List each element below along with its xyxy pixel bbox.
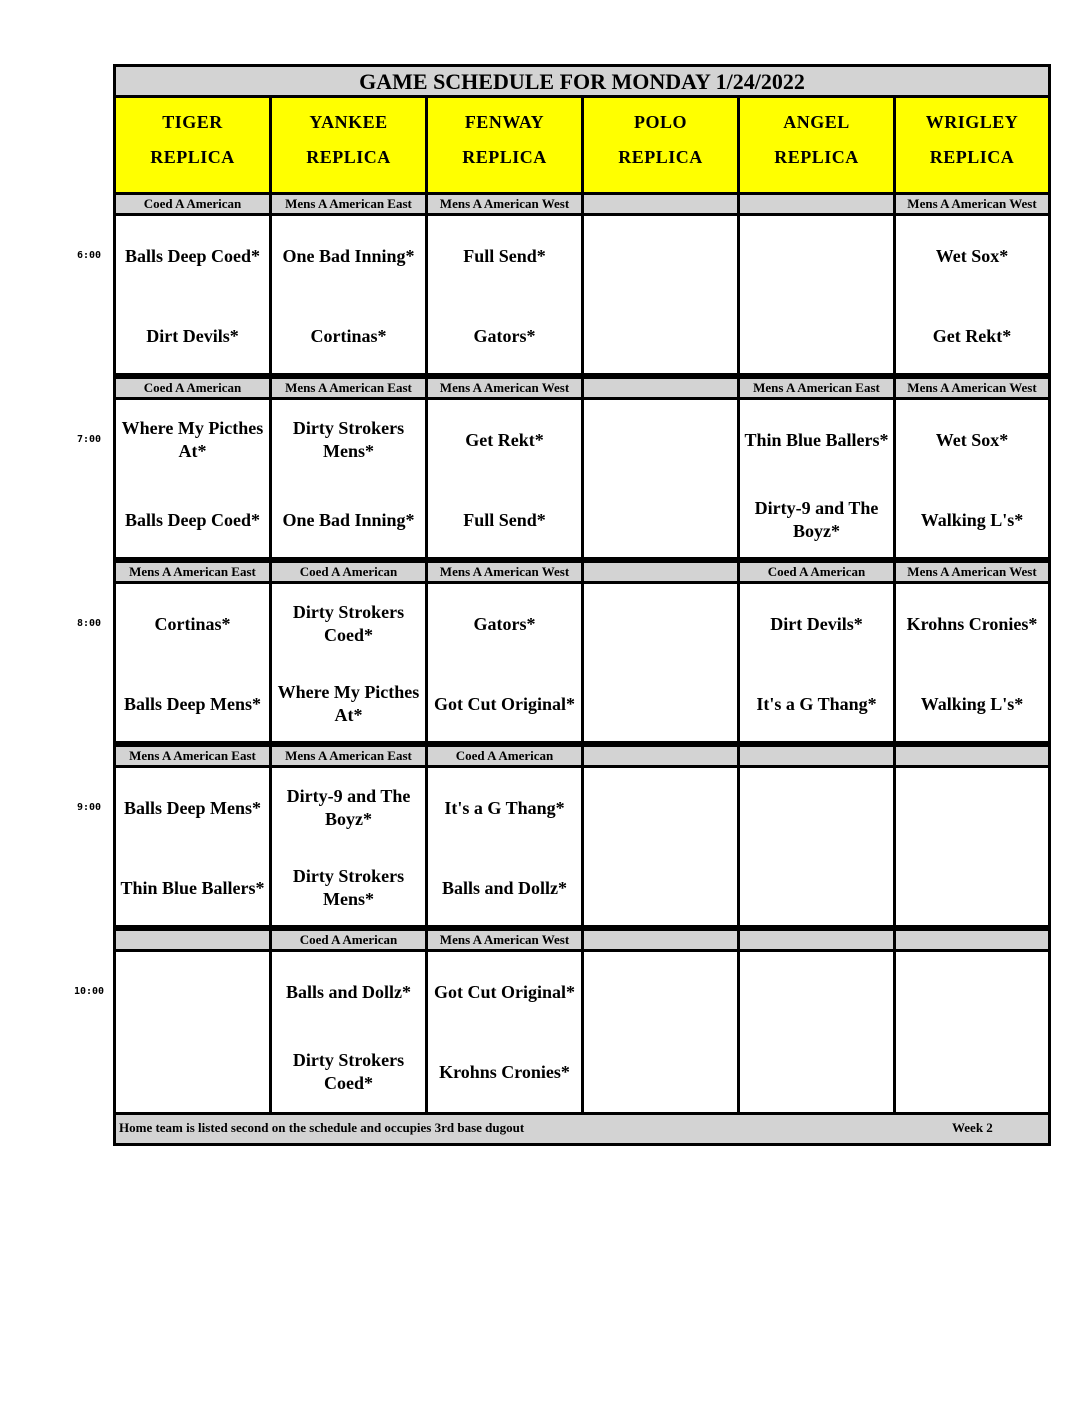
division-label: Mens A American East [272,379,425,397]
away-team: Wet Sox* [935,245,1009,266]
time-label: 9:00 [76,802,102,813]
away-team: Balls Deep Mens* [124,797,261,818]
division-label [896,931,1048,949]
game-cell [896,584,1048,741]
away-team [740,226,893,286]
division-label [740,931,893,949]
game-row [116,400,1048,560]
division-label: Mens A American East [116,563,269,581]
game-cell [272,400,425,557]
game-cell [740,400,893,557]
home-team [584,490,737,550]
field-name: POLO [633,112,687,132]
time-slot [116,744,1048,928]
division-label: Mens A American West [896,195,1048,213]
home-team: Where My Picthes At* [277,682,420,725]
game-cell [740,584,893,741]
division-label: Coed A American [116,195,269,213]
game-cell [584,768,737,925]
away-team: It's a G Thang* [444,797,565,818]
field-name: FENWAY [464,112,545,132]
away-team: Wet Sox* [935,429,1009,450]
game-cell [896,400,1048,557]
home-team: Cortinas* [310,325,387,346]
home-team: Walking L's* [920,693,1024,714]
away-team [116,962,269,1022]
game-row [116,584,1048,744]
time-slot [116,376,1048,560]
away-team: Gators* [473,613,536,634]
division-label [584,563,737,581]
away-team [584,226,737,286]
division-label [584,747,737,765]
game-cell [116,400,269,557]
away-team [740,962,893,1022]
away-team: Cortinas* [154,613,231,634]
game-row [116,768,1048,928]
home-team: Dirt Devils* [146,325,239,346]
time-slot [116,560,1048,744]
field-type: REPLICA [618,147,703,167]
home-team: Full Send* [463,509,546,530]
game-cell [272,952,425,1112]
field-header-wrigley [896,98,1048,192]
field-type: REPLICA [774,147,859,167]
division-label: Mens A American West [428,931,581,949]
schedule-footer [116,1112,1048,1143]
game-cell [584,584,737,741]
home-team [896,858,1048,918]
away-team [584,962,737,1022]
division-label: Coed A American [740,563,893,581]
away-team: Krohns Cronies* [906,613,1038,634]
division-label [584,379,737,397]
home-team: It's a G Thang* [756,693,877,714]
division-label: Coed A American [428,747,581,765]
game-row [116,952,1048,1112]
game-cell [428,768,581,925]
home-team-note: Home team is listed second on the schedule and occupies 3rd base dugout [119,1120,525,1135]
field-header-fenway [428,98,584,192]
home-team [740,306,893,366]
week-label: Week 2 [952,1120,993,1135]
game-cell [428,400,581,557]
away-team [584,410,737,470]
field-name: ANGEL [783,112,850,132]
schedule-table [113,64,1051,1146]
game-cell [740,952,893,1112]
away-team: Where My Picthes At* [121,418,264,461]
away-team: One Bad Inning* [282,245,415,266]
home-team: Got Cut Original* [433,693,575,714]
division-label: Mens A American East [116,747,269,765]
game-cell [428,216,581,373]
division-label [740,195,893,213]
game-cell [896,216,1048,373]
game-cell [116,216,269,373]
division-label: Mens A American West [428,379,581,397]
field-name: TIGER [162,112,223,132]
home-team: Get Rekt* [932,325,1012,346]
home-team [584,306,737,366]
home-team [584,858,737,918]
home-team: One Bad Inning* [282,509,415,530]
home-team [740,858,893,918]
home-team: Dirty Strokers Coed* [292,1050,405,1093]
division-label [116,931,269,949]
away-team: Balls and Dollz* [285,981,412,1002]
division-row [116,560,1048,584]
division-label: Coed A American [272,931,425,949]
home-team: Balls Deep Coed* [125,509,260,530]
home-team [584,1042,737,1102]
division-label [896,747,1048,765]
game-row [116,216,1048,376]
division-row [116,376,1048,400]
home-team [896,1042,1048,1102]
field-header-row [116,98,1048,192]
game-cell [896,952,1048,1112]
division-label: Coed A American [272,563,425,581]
schedule-title: GAME SCHEDULE FOR MONDAY 1/24/2022 [116,67,1048,98]
away-team [740,778,893,838]
away-team: Dirty-9 and The Boyz* [286,786,411,829]
home-team: Gators* [473,325,536,346]
home-team: Krohns Cronies* [439,1061,570,1082]
game-cell [116,584,269,741]
time-label: 7:00 [76,434,102,445]
division-label: Mens A American East [272,195,425,213]
time-label: 6:00 [76,250,102,261]
division-label: Mens A American West [428,563,581,581]
division-row [116,928,1048,952]
game-cell [428,584,581,741]
field-type: REPLICA [929,147,1015,167]
away-team [896,962,1048,1022]
home-team [116,1042,269,1102]
division-label: Mens A American East [272,747,425,765]
home-team: Thin Blue Ballers* [120,877,265,898]
field-type: REPLICA [150,147,235,167]
game-cell [584,400,737,557]
field-header-angel [740,98,896,192]
away-team: Got Cut Original* [433,981,575,1002]
field-name: WRIGLEY [925,112,1019,132]
game-cell [428,952,581,1112]
home-team: Balls and Dollz* [441,877,568,898]
division-label: Mens A American West [896,379,1048,397]
time-label: 10:00 [73,986,105,997]
division-label: Mens A American West [896,563,1048,581]
game-cell [272,584,425,741]
division-label: Coed A American [116,379,269,397]
home-team: Walking L's* [920,509,1024,530]
game-cell [272,768,425,925]
division-label [740,747,893,765]
field-type: REPLICA [306,147,391,167]
field-name: YANKEE [309,112,388,132]
division-label [584,931,737,949]
field-type: REPLICA [462,147,547,167]
game-cell [116,952,269,1112]
away-team [584,778,737,838]
game-cell [896,768,1048,925]
field-header-tiger [116,98,272,192]
division-row [116,744,1048,768]
game-cell [740,768,893,925]
home-team [584,674,737,734]
field-header-polo [584,98,740,192]
field-header-yankee [272,98,428,192]
division-label [584,195,737,213]
game-cell [740,216,893,373]
division-label: Mens A American West [428,195,581,213]
game-cell [272,216,425,373]
away-team: Dirty Strokers Coed* [292,602,405,645]
game-cell [584,952,737,1112]
division-label: Mens A American East [740,379,893,397]
away-team: Full Send* [463,245,546,266]
away-team: Balls Deep Coed* [125,245,260,266]
division-row [116,192,1048,216]
game-cell [116,768,269,925]
home-team: Dirty-9 and The Boyz* [754,498,879,541]
home-team: Balls Deep Mens* [124,693,261,714]
away-team: Dirt Devils* [770,613,863,634]
home-team [740,1042,893,1102]
away-team [584,594,737,654]
time-label: 8:00 [76,618,102,629]
away-team: Thin Blue Ballers* [744,429,889,450]
time-slot [116,192,1048,376]
home-team: Dirty Strokers Mens* [292,866,405,909]
game-cell [584,216,737,373]
away-team: Dirty Strokers Mens* [292,418,405,461]
away-team [896,778,1048,838]
time-slot [116,928,1048,1112]
away-team: Get Rekt* [465,429,544,450]
